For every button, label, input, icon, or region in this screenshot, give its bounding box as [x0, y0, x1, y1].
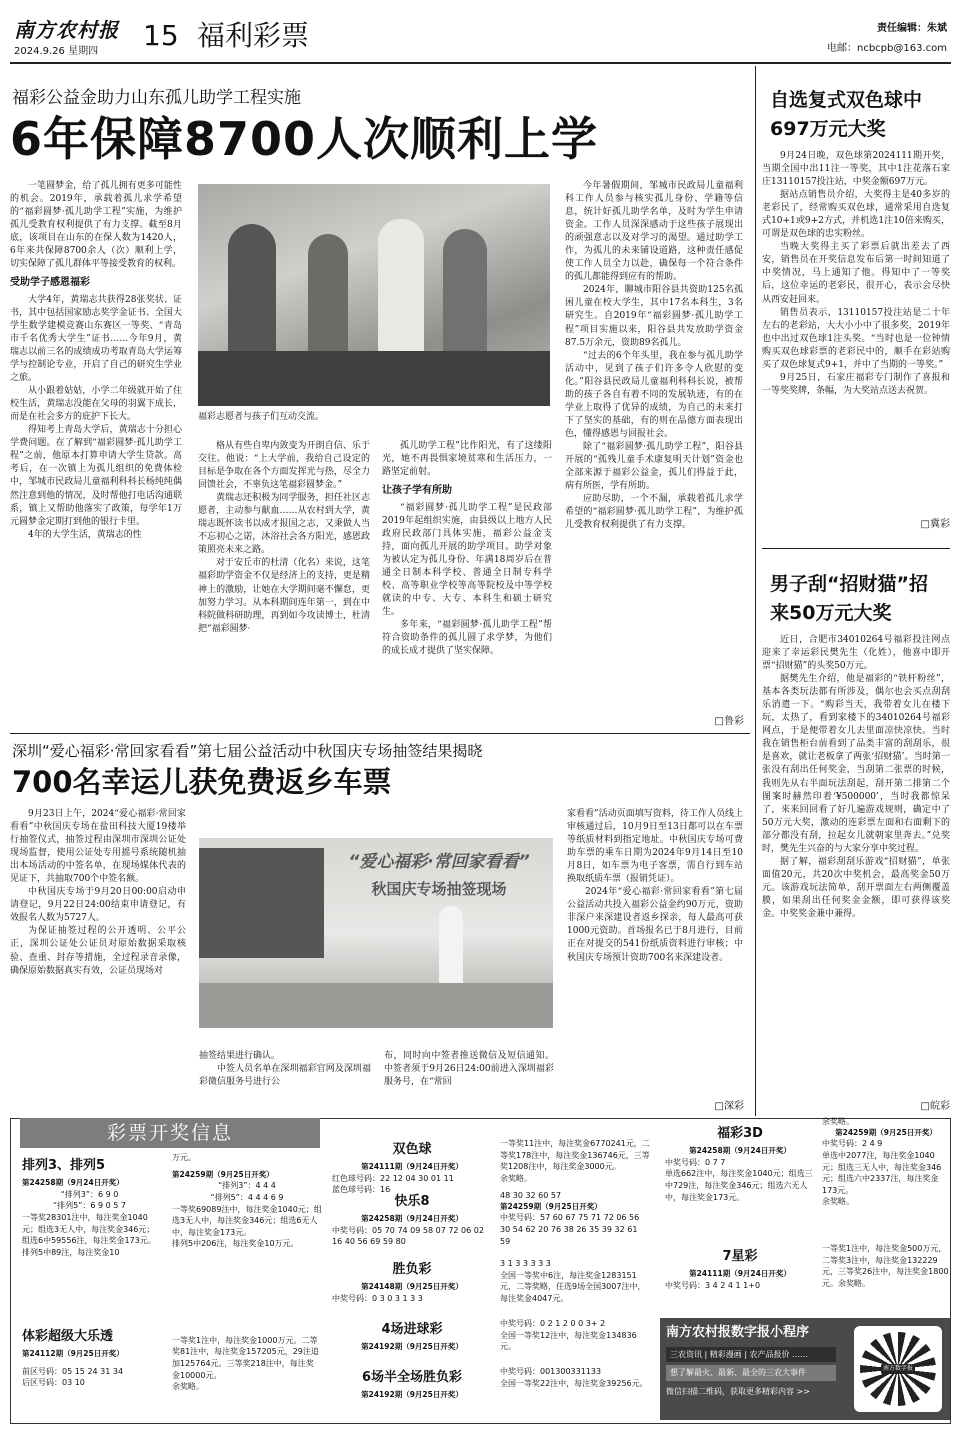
lottery-pl: 排列3、排列5 第24258期（9月24日开奖） “排列3”：6 9 0 “排列5”：6 9 0 5 7 一等奖28301注中，每注奖金1040元；组选3无人中，每注奖金346元；组选6中59556注，每注奖金173元。 排列5中89注，每注奖金10 [22, 1158, 156, 1257]
story2-col-1: 9月23日上午，2024“爱心福彩·常回家看看”中秋国庆专场在盐田科技大厦19楼举行抽签仪式，抽签过程由深圳市深圳公证处现场监督，使用公证处专用摇号系统随机抽出本场活动的中签名单，在现场媒体代表的见证下，共抽取700个中签名额。 中秋国庆专场于9月20日00:00启动申请登记，9月22日24:00结束申请登记，有效报名人数为5727人。 为保证抽签过程的公开透明、公平公正，深圳公证处公证员对原始数据采取核验、查重、封存等措施，全过程录音录像，确保原始数据真实有效，公证员现场对 [10, 809, 186, 976]
lottery-bq: 6场半全场胜负彩 第24192期（9月25日开奖） 中奖号码：001300331133 全国一等奖22注中，每注奖金39256元。 [361, 1367, 648, 1399]
story2-photo [199, 838, 553, 1028]
lottery-ssq: 双色球 第24111期（9月24日开奖） 红色球号码：22 12 04 30 01 11 蓝色球号码：16 一等奖11注中，每注奖金6770241元，二等奖178注中，每注奖金136746元，三等奖1208注中，每注奖金3000元。 余奖略。 [332, 1139, 650, 1193]
lottery-qxc: 7星彩 第24111期（9月24日开奖） 中奖号码：3 4 2 4 1 1+0 [665, 1249, 791, 1290]
masthead-logo: 南方农村报 [14, 18, 119, 42]
lead-photo-caption: 福彩志愿者与孩子们互动交流。 [198, 412, 325, 422]
story2-col-3: 布，同时向中签者推送微信及短信通知。中签者须于9月26日24:00前进入深圳福彩服务号，在“常回 [384, 1051, 554, 1088]
story2-col-4: 家看看”活动页面填写资料，待工作人员线上审核通过后，10月9日至13日都可以在车票等纸质材料到指定地址。中秋国庆专场可费助车票的乘车日期为2024年9月14日至10月8日，如车票为电子客票，需自行到车站换取纸质车票（报销凭证）。 2024年“爱心福彩·常回家看看”第七届公益活动共投入福彩公益金约90万元，资助非深户来深建设者返乡探亲，每人最高可获1000元资助。首场报名已于8月进行，目前正在对提交的541份纸质资料进行审核；中秋国庆专场预计资助700名来深建设者。 [567, 809, 743, 963]
right-column-rule [755, 66, 756, 1116]
qr-code[interactable] [854, 1326, 942, 1412]
lead-col-1: 一笔圆梦金，给了孤儿拥有更多可能性的机会。2019年，承载着孤儿求学希望的“福彩圆梦·孤儿助学工程”实施，为维护孤儿受教育权利提供了有力支撑。截至8月底，该项目在山东的在保人数为1420人，6年来共保障8700余人（次）顺利上学，切实保障了孤儿群体平等接受教育的权利。 受助学子感恩福彩 大学4年，黄瑞志共获得28张奖状、证书，其中包括国家励志奖学金证书、全国大学生数学建模竞赛山东赛区一等奖、“青岛市千名优秀大学生”证书……今年9月，黄瑞志以前三名的成绩成功考取青岛大学运筹学与控制论专业，开启了自己的研究生学业之旅。 从小跟着姑姑，小学二年级就开始了住校生活，黄瑞志没能在父母的羽翼下成长，而是在社会多方的庇护下长大。 得知考上青岛大学后，黄瑞志十分担心学费问题。在了解到“福彩圆梦·孤儿助学工程”之前，他原本打算申请大学生贷款。高考后，在一次镇上为孤儿组织的免费体检中，邹城市民政局儿童福利科科长杨纯纯偶然注意到他的情况，及时帮他打电话沟通联系，镇上又帮助他落实了政策，每学年1万元圆梦金定期打到他的银行卡里。 4年的大学生活，黄瑞志的性 [10, 181, 182, 540]
side1-headline: 自选复式双色球中697万元大奖 [770, 89, 923, 140]
editor-email: 电邮：ncbcpb@163.com [827, 43, 947, 54]
lottery-jq: 4场进球彩 第24192期（9月25日开奖） 中奖号码：0 2 1 2 0 0 3+ 2 全国一等奖12注中，每注奖金134836元。 [361, 1319, 637, 1352]
ad-line-3: 微信扫描二维码，获取更多精彩内容 >> [666, 1387, 810, 1397]
lead-byline: □鲁彩 [714, 716, 744, 727]
side2-byline: □皖彩 [920, 1101, 950, 1112]
side2-headline: 男子刮“招财猫”招来50万元大奖 [770, 573, 928, 624]
story2-kicker: 深圳“爱心福彩·常回家看看”第七届公益活动中秋国庆专场抽签结果揭晓 [12, 742, 483, 760]
lead-col-4: 今年暑假期间，邹城市民政局儿童福利科工作人员参与核实孤儿身份、学籍等信息，统计好孤儿助学名单，及时为学生申请资金。工作人员深深感动于这些孩子展现出的顽强意志以及对学习的渴望。通过助学工作，为孤儿的未来铺设道路，这种责任感促使工作人员全力以赴，确保每一个符合条件的孤儿都能得到应有的帮助。 2024年，聊城市阳谷县共资助125名孤困儿童在校大学生，其中17名本科生，3名研究生。自2019年“福彩圆梦·孤儿助学工程”项目实施以来，阳谷县共发放助学资金87.5万余元，资助89名孤儿。 “过去的6个年头里，我在参与孤儿助学活动中，见到了孩子们许多令人欣慰的变化。”阳谷县民政局儿童福利科科长说，被帮助的孩子各自有着不同的发展轨迹，有的在学业上取得了优异的成绩，为自己的未来打下了坚实的基础，有的则在品德方面表现出色，懂得感恩与回报社会。 除了“福彩圆梦·孤儿助学工程”，阳谷县开展的“孤残儿童手术康复明天计划”资金也全部来源于福彩公益金，孤儿们得益于此，病有所医，学有所助。 应助尽助，一个不漏，承载着孤儿求学希望的“福彩圆梦·孤儿助学工程”，为维护孤儿受教育权利提供了有力支撑。 [565, 181, 743, 531]
divider-lead [10, 733, 750, 734]
lead-subhead-2: 让孩子学有所助 [382, 485, 452, 497]
ad-line-1: 三农资讯 | 精彩漫画 | 农产品报价 …… [666, 1347, 836, 1363]
banner-line-1: “爱心福彩·常回家看看” [348, 852, 530, 872]
lottery-dlt: 体彩超级大乐透 第24112期（9月25日开奖） 前区号码：05 15 24 31 34 后区号码：03 10 一等奖1注中，每注奖金1000万元。二等奖81注中，每注奖金157205元，29注追加125764元。三等奖218注中，每注奖金10000元。 余奖略。 [22, 1329, 319, 1392]
story2-byline: □深彩 [714, 1101, 744, 1112]
section-name: 福利彩票 [197, 19, 310, 52]
lottery-kl8: 快乐8 第24258期（9月24日开奖） 中奖号码：05 70 74 09 58 07 72 06 02 16 40 56 69 59 80 48 30 32 60 57 第24259期（9月25日开奖） 中奖号码：57 60 67 75 71 72 06 56 30 54 62 20 76 38 26 35 39 32 61 59 [332, 1191, 640, 1247]
lead-headline: 6年保障8700人次顺利上学 [10, 112, 599, 166]
mini-program-ad[interactable] [660, 1318, 950, 1420]
lottery-pl-2: 万元。 第24259期（9月25日开奖） “排列3”：4 4 4 “排列5”：4 4 4 6 9 一等奖69089注中，每注奖金1040元；组选3无人中，每注奖金346元；组选6无人中，每注奖金173元。 排列5中206注，每注奖金10万元。 [172, 1153, 322, 1249]
side2-body: 近日，合肥市34010264号福彩投注网点迎来了幸运彩民樊先生（化姓），他喜中即开票“招财猫”的头奖50万元。 据樊先生介绍，他是福彩的“铁杆粉丝”，基本各类玩法都有所涉及，偶尔也会买点刮刮乐消遣一下。“购彩当天，我带着女儿在楼下玩，太热了，看到家楼下的34010264号福彩网点，于是便带着女儿去里面凉快凉快。当时我在销售柜台前看到了品类丰富的刮刮乐，很是喜欢，就让老板拿了两张‘招财猫’。当时第一张没有刮出任何奖金，当刮第二张票的时候，我则先从右半面玩法刮起，刮开第二排第二个图案时赫然印着‘¥500000’，当时我都惊呆了，来来回回看了好几遍游戏规则，确定中了50万元大奖，激动的连彩票左面和右面剩下的部分都没有刮，拉起女儿就朝家里奔去。”兑奖时，樊先生兴奋的与大家分享中奖过程。 据了解，福彩刮刮乐游戏“招财猫”，单张面值20元，共20次中奖机会，最高奖金50万元。该游戏玩法简单，刮开票面左右两侧覆盖膜，如果刮出任何奖金金额，即可获得该奖金。中奖奖金兼中兼得。 [762, 635, 950, 919]
page-number: 15 [143, 19, 179, 52]
lead-subhead-1: 受助学子感恩福彩 [10, 277, 90, 289]
story2-col-2: 抽签结果进行确认。 中签人员名单在深圳福彩官网及深圳福彩微信服务号进行公 [199, 1051, 371, 1088]
header-rule [10, 62, 951, 64]
ad-title: 南方农村报数字报小程序 [666, 1325, 810, 1340]
lottery-header: 彩票开奖信息 [20, 1118, 320, 1148]
ad-line-2: 想了解最火、最新、最全的三农大事件 [666, 1365, 836, 1381]
side-divider [762, 548, 950, 549]
lead-col-3: 孤儿助学工程”比作阳光，有了这缕阳光，她不再畏惧家境贫寒和生活压力，一路坚定前射。 让孩子学有所助 “福彩圆梦·孤儿助学工程”是民政部2019年起组织实施，由县级以上地方人民政府民政部门具体实施，福彩公益金支持，面向孤儿开展的助学项目。助学对象为被认定为孤儿身份、年满18周岁后在普通全日制本科学校、普通全日制专科学校、高等职业学校等高等院校及中等学校就读的中专、大专、本科生和硕士研究生。 多年来，“福彩圆梦·孤儿助学工程”帮符合资助条件的孤儿圆了求学梦，为他们的成长成才提供了坚实保障。 [382, 441, 552, 657]
lottery-sfc: 胜负彩 第24148期（9月25日开奖） 中奖号码：0 3 0 3 1 3 3 3 1 3 3 3 3 3 全国一等奖中6注，每注奖金1283151元，二等奖略，任选9场全国3007注中，每注奖金4047元。 [332, 1259, 646, 1303]
lottery-qxc-2: 一等奖1注中，每注奖金500万元，二等奖3注中，每注奖金132229元，三等奖26注中，每注奖金1800元。余奖略。 [822, 1244, 949, 1288]
lead-kicker: 福彩公益金助力山东孤儿助学工程实施 [12, 88, 301, 108]
qr-label: 南方数字报 [881, 1364, 915, 1375]
story2-headline: 700名幸运儿获免费返乡车票 [12, 765, 392, 799]
issue-date: 2024.9.26 星期四 [14, 46, 99, 57]
lottery-fc3d: 福彩3D 第24258期（9月24日开奖） 中奖号码：0 7 7 单选662注中，每注奖金1040元；组选三中729注，每注奖金346元；组选六无人中，每注奖金173元。 [665, 1126, 813, 1202]
side1-body: 9月24日晚，双色球第2024111期开奖，当期全国中出11注一等奖，其中1注花落石家庄13110157投注站，中奖金额697万元。 据站点销售员介绍，大奖得主是40多岁的老彩民了，经常购买双色球，通常采用自选复式10+1或9+2方式，并机选1注10倍来购买，可谓是双色球的忠实粉丝。 当晚大奖得主买了彩票后就出差去了西安，销售员在开奖信息发布后第一时间知道了中奖情况，马上通知了他。得知中了一等奖后，这位幸运的老彩民，很开心，表示会尽快从西安赶回来。 销售员表示，13110157投注站是二十年左右的老彩站，大大小小中了很多奖，2019年也中出过双色球1注头奖。“当时也是一位钟情购买双色球彩票的老彩民中的，顺手在彩站购买了双色球复式9+1，并中了当期的一等奖。” 9月25日，石家庄福彩专门制作了喜报和一等奖奖牌，条幅，为大奖站点送去祝贺。 [762, 151, 950, 396]
lead-col-2: 格从有些自卑内敛变为开朗自信、乐于交往。他说：“上大学前，我给自己设定的目标是争取在各个方面发挥光与热，尽全力回馈社会，不辜负这笔福彩圆梦金。” 黄瑞志还积极为同学服务，担任社区志愿者，主动参与献血……从农村到大学，黄瑞志既怀读书以成才报国之志，又秉做人当不忘初心之诺，沐浴社会各方阳光，感恩政策照亮未来之路。 对于安丘市的杜清（化名）来说，这笔福彩助学资金不仅是经济上的支持，更是精神上的激励，让她在大学期间毫不懈怠，更加努力学习。从本科期间连年第一，到在中科院做科研助理，再到如今攻读博士，杜清把“福彩圆梦· [198, 441, 370, 634]
editor-credit: 责任编辑：朱斌 [877, 23, 947, 34]
banner-line-2: 秋国庆专场抽签现场 [371, 879, 507, 898]
lead-photo [198, 184, 550, 406]
lottery-fc3d-2: 余奖略。 第24259期（9月25日开奖） 中奖号码：2 4 9 单选中2077注，每注奖金1040元；组选三无人中，每注奖金346元；组选六中2337注，每注奖金173元。 余奖略。 [822, 1117, 942, 1207]
side1-byline: □冀彩 [920, 519, 950, 530]
